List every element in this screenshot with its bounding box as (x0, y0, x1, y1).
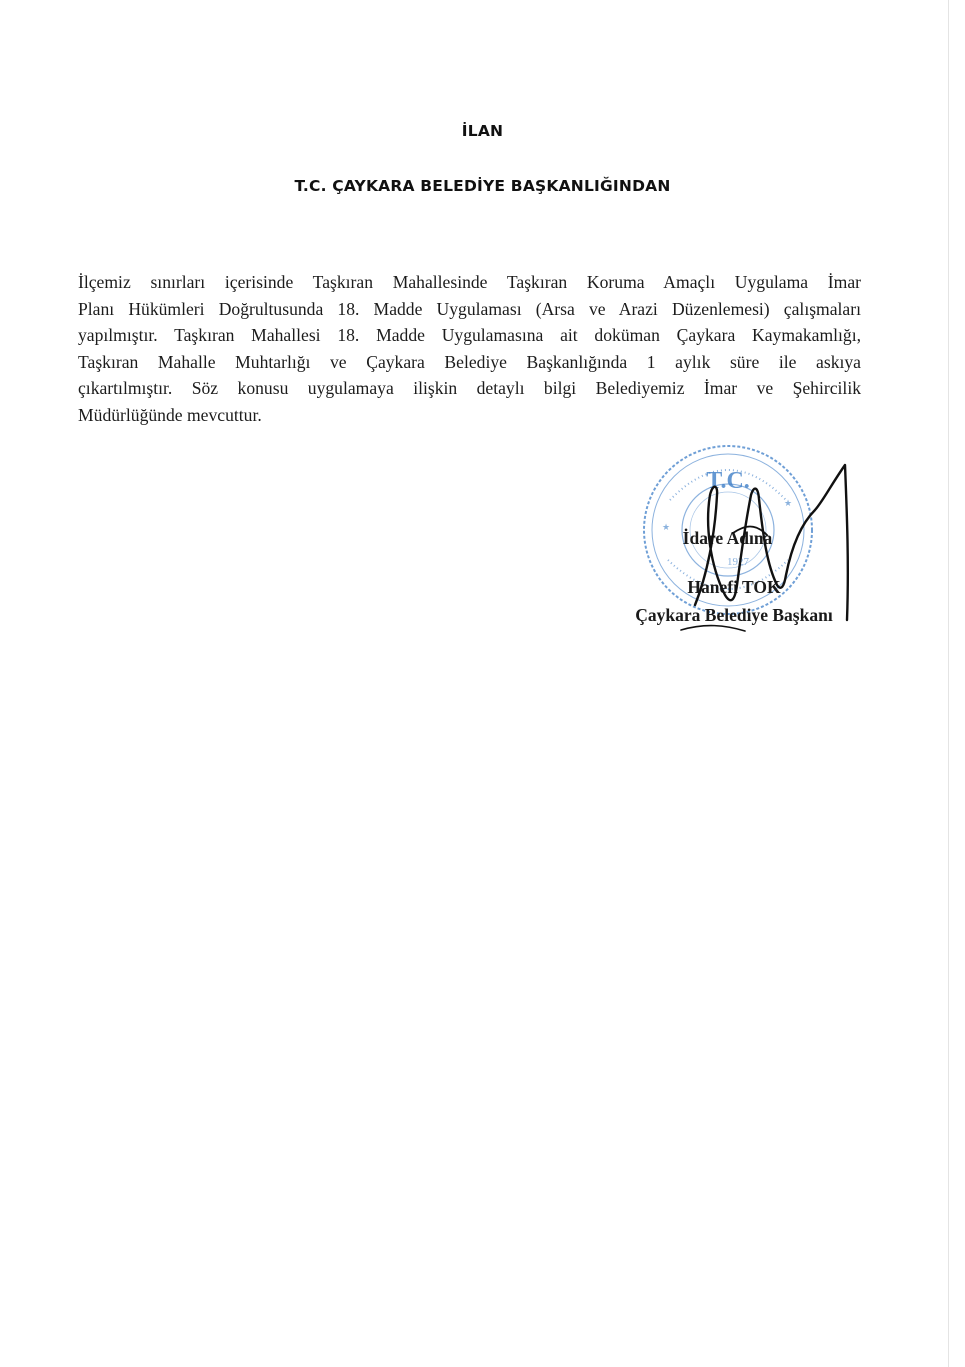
signer-title: Çaykara Belediye Başkanı (635, 605, 833, 625)
body-line: yapılmıştır. Taşkıran Mahallesi 18. Madde Uygulamasına ait doküman Çaykara Kaymakamlığı, (78, 325, 861, 346)
scan-edge (948, 0, 949, 1367)
body-line: çıkartılmıştır. Söz konusu uygulamaya ilişkin detaylı bilgi Belediyemiz İmar ve Şehircilik (78, 378, 861, 399)
document-title: İLAN (461, 122, 504, 140)
body-line: Taşkıran Mahalle Muhtarlığı ve Çaykara Belediye Başkanlığında 1 aylık süre ile askıya (78, 351, 861, 372)
body-line: Planı Hükümleri Doğrultusunda 18. Madde Uygulaması (Arsa ve Arazi Düzenlemesi) çalışmaları (78, 298, 861, 319)
issuer-heading: T.C. ÇAYKARA BELEDİYE BAŞKANLIĞINDAN (294, 177, 671, 195)
seal-year: 1927 (727, 556, 749, 568)
handwritten-signature (655, 455, 860, 660)
svg-text:★: ★ (662, 522, 671, 532)
seal-center-text: T.C. (706, 468, 750, 494)
signature-line-on-behalf: İdare Adına (682, 528, 773, 548)
body-line: Müdürlüğünde mevcuttur. (78, 404, 262, 425)
body-line: İlçemiz sınırları içerisinde Taşkıran Mahallesinde Taşkıran Koruma Amaçlı Uygulama İmar (78, 272, 861, 292)
announcement-body (78, 269, 861, 429)
signer-name: Hanefi TOK (687, 577, 781, 597)
svg-text:★: ★ (784, 498, 793, 508)
